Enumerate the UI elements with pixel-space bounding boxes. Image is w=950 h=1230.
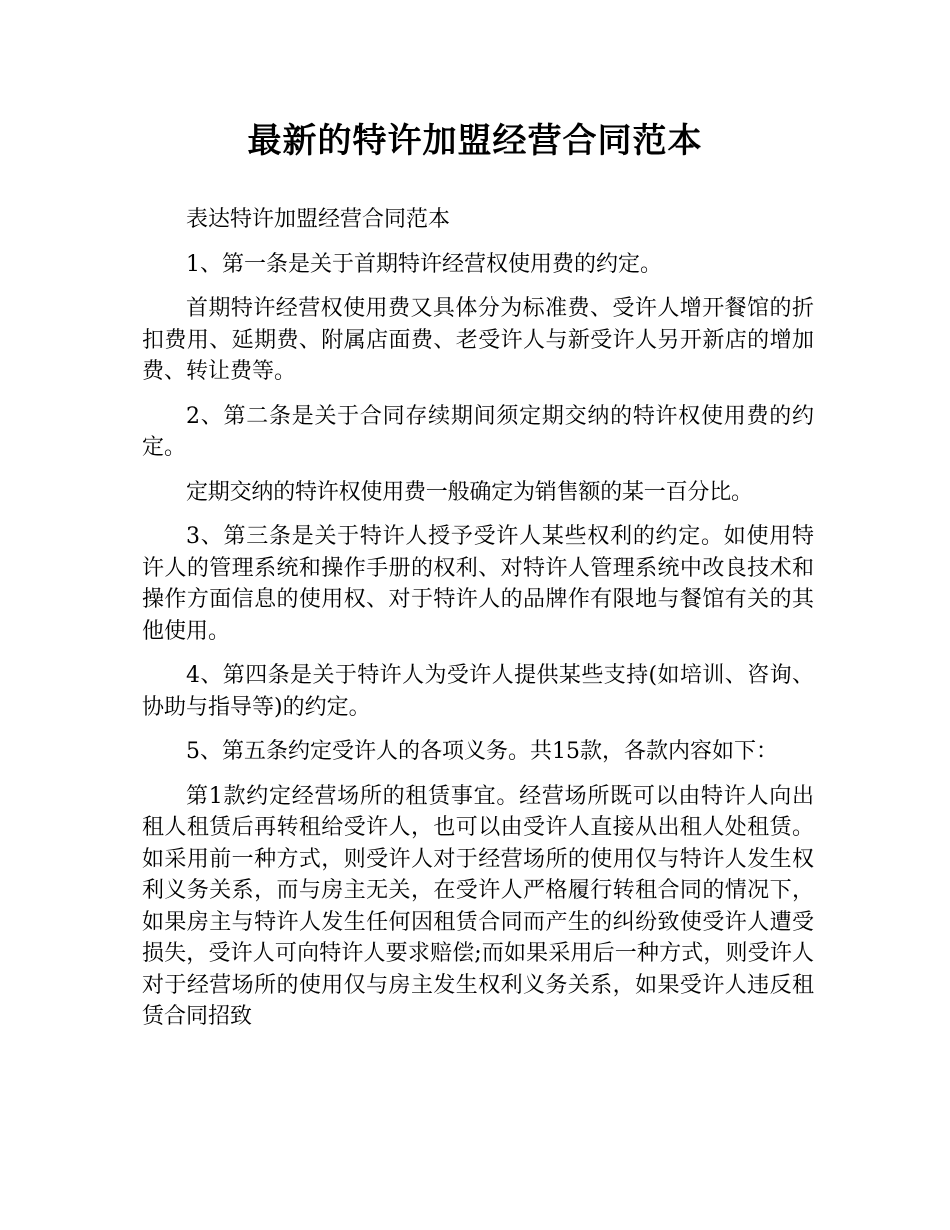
paragraph-article-5: 5、第五条约定受许人的各项义务。共15款，各款内容如下： xyxy=(186,739,778,764)
paragraph-article-2: 2、第二条是关于合同存续期间须定期交纳的特许权使用费的约定。 xyxy=(142,403,814,460)
paragraph-article-4: 4、第四条是关于特许人为受许人提供某些支持(如培训、咨询、协助与指导等)的约定。 xyxy=(142,663,814,720)
paragraph-article-3: 3、第三条是关于特许人授予受许人某些权利的约定。如使用特许人的管理系统和操作手册的权利、对特许人管理系统中改良技术和操作方面信息的使用权、对于特许人的品牌作有限地与餐馆有关的其他使用。 xyxy=(142,524,814,644)
paragraph-subtitle: 表达特许加盟经营合同范本 xyxy=(186,207,451,232)
document-title: 最新的特许加盟经营合同范本 xyxy=(247,121,703,161)
paragraph-article-1: 1、第一条是关于首期特许经营权使用费的约定。 xyxy=(186,251,662,277)
paragraph-initial-fee: 首期特许经营权使用费又具体分为标准费、受许人增开餐馆的折扣费用、延期费、附属店面费、老受许人与新受许人另开新店的增加费、转让费等。 xyxy=(142,296,814,384)
paragraph-royalty: 定期交纳的特许权使用费一般确定为销售额的某一百分比。 xyxy=(186,479,753,505)
paragraph-clause-1: 第1款约定经营场所的租赁事宜。经营场所既可以由特许人向出租人租赁后再转租给受许人，也可以由受许人直接从出租人处租赁。如采用前一种方式，则受许人对于经营场所的使用仅与特许人发生权利义务关系，而与房主无关，在受许人严格履行转租合同的情况下，如果房主与特许人发生任何因租赁合同而产生的纠纷致使受许人遭受损失，受许人可向特许人要求赔偿;而如果采用后一种方式，则受许人对于经营场所的使用仅与房主发生权利义务关系，如果受许人违反租赁合同招致 xyxy=(142,783,814,1029)
document-body xyxy=(142,204,814,1046)
